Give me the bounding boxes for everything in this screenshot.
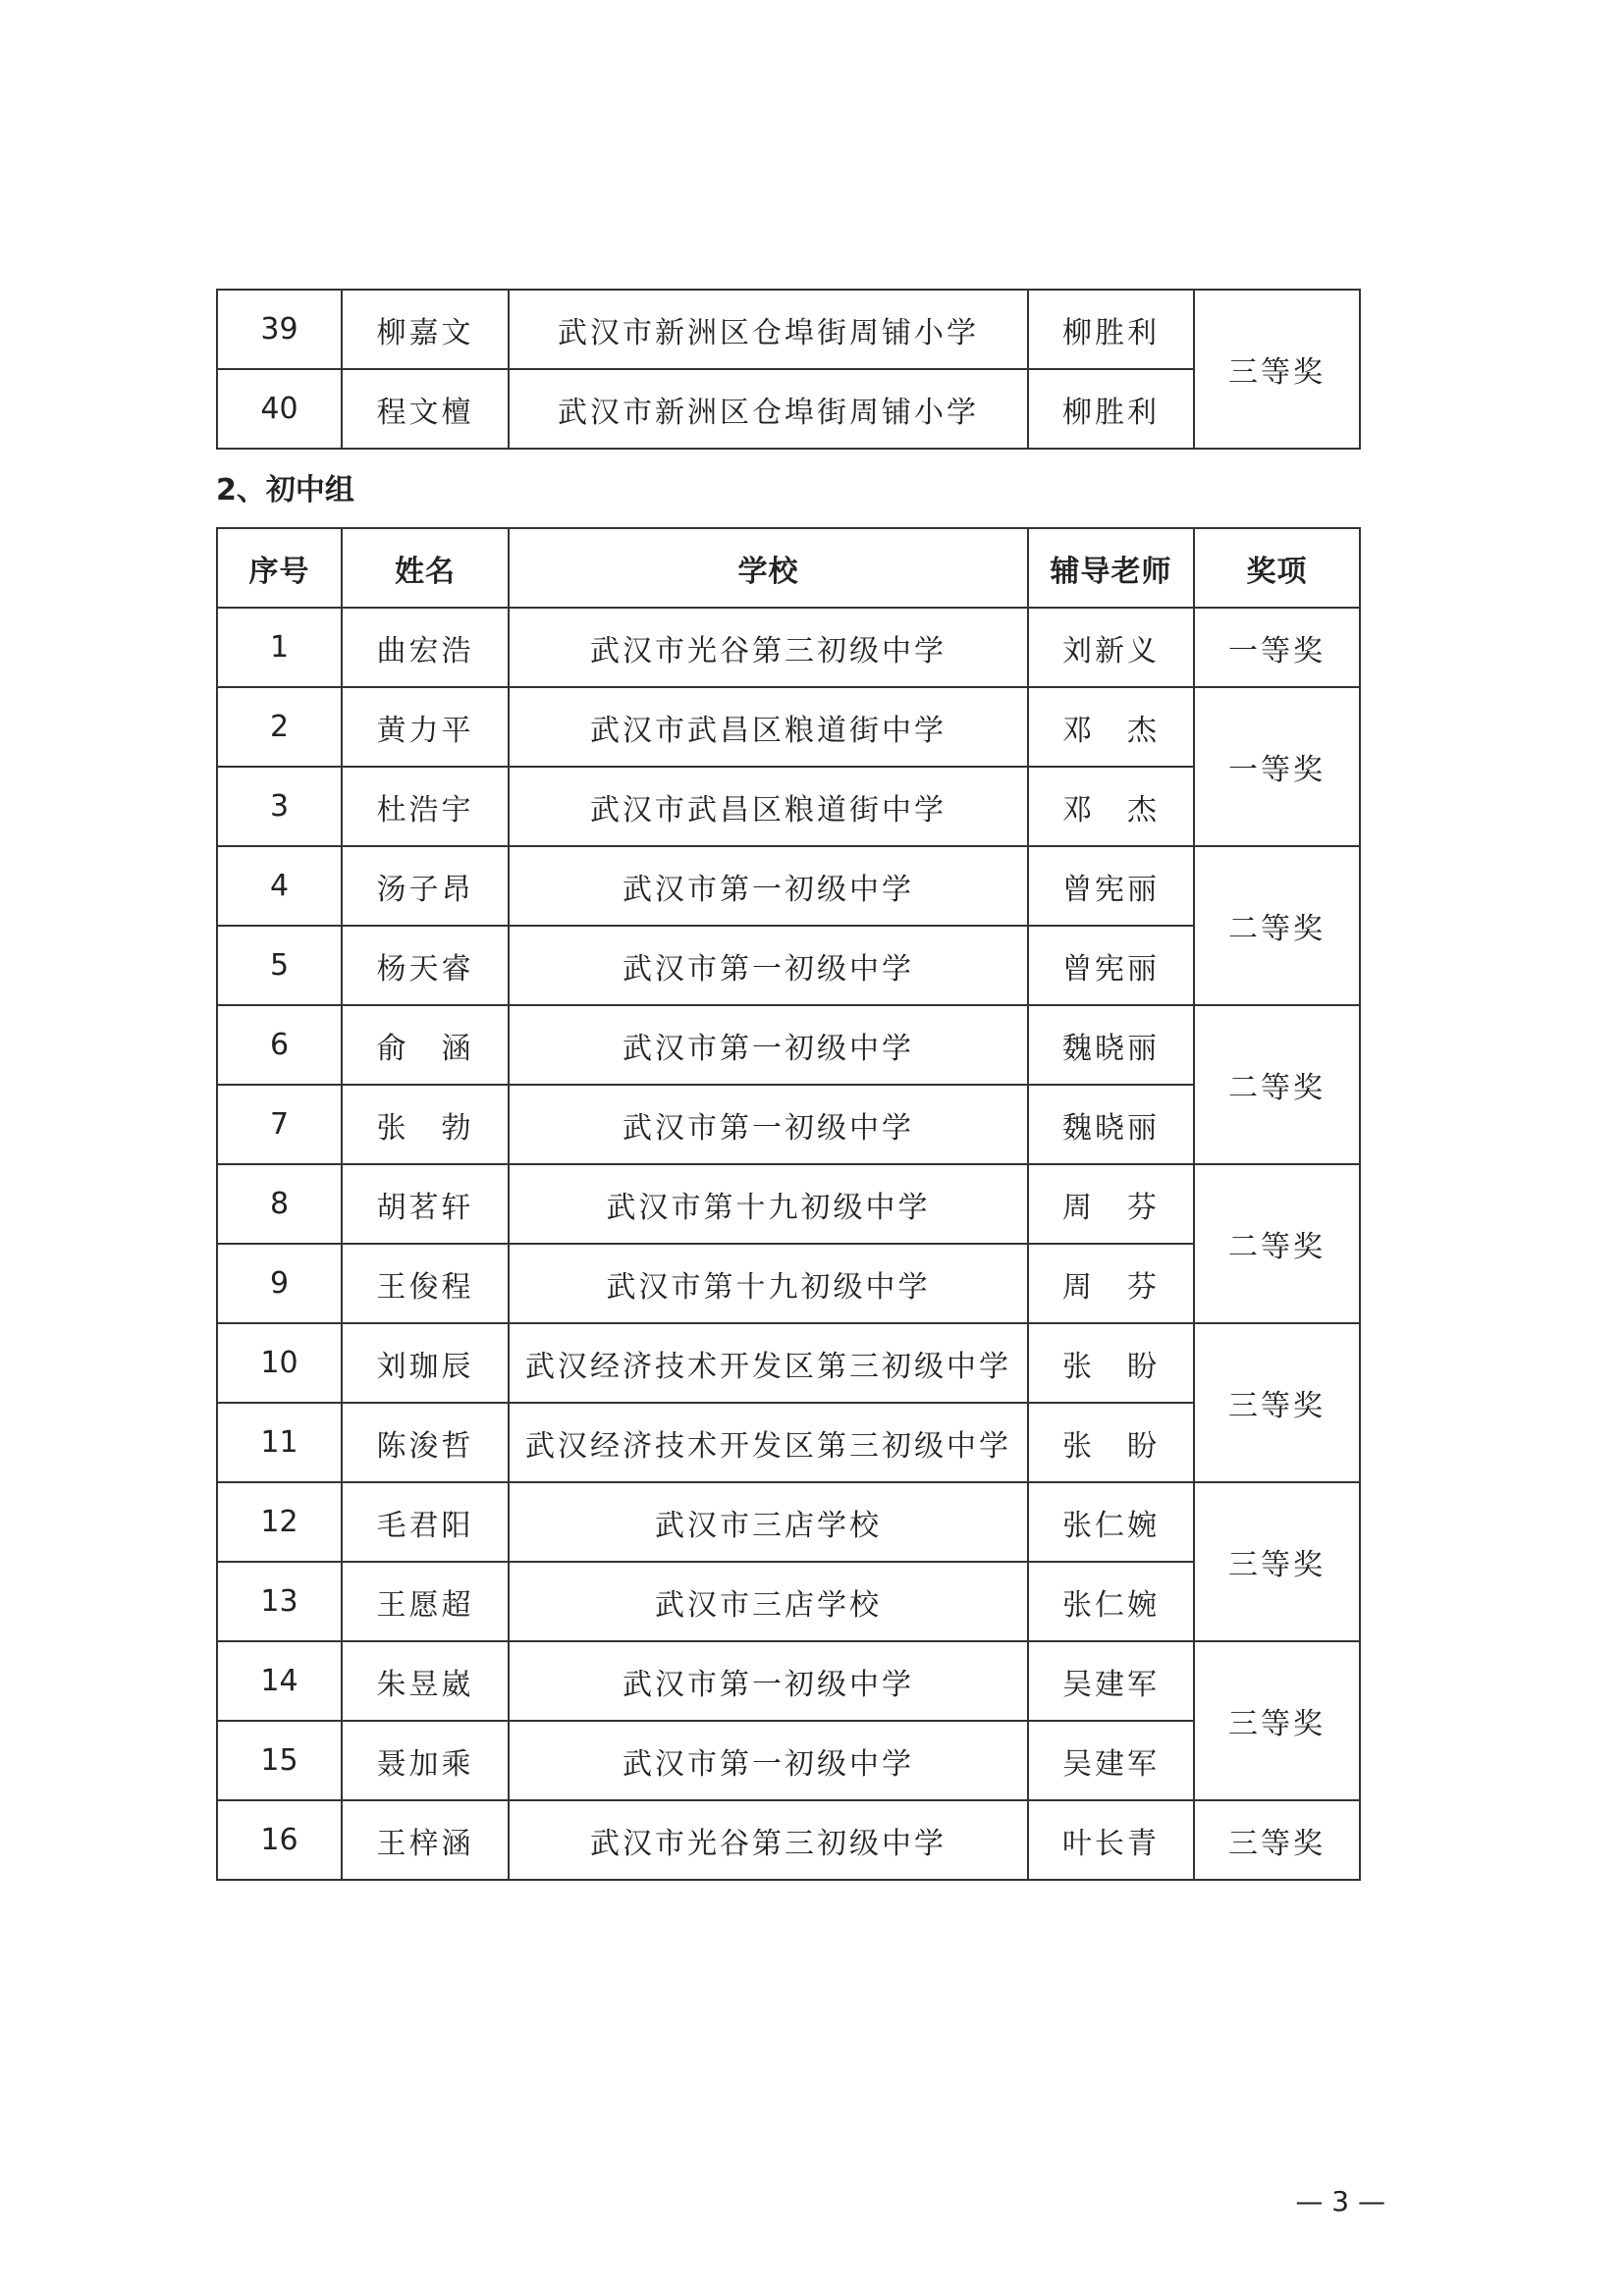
school-name: 武汉市第一初级中学 (509, 1005, 1028, 1085)
teacher-name: 曾宪丽 (1028, 926, 1194, 1005)
teacher-name: 周 芬 (1028, 1164, 1194, 1244)
middle-school-table (216, 527, 1361, 1881)
school-name: 武汉市第一初级中学 (509, 1085, 1028, 1164)
student-name: 王梓涵 (342, 1800, 509, 1880)
table-row (217, 608, 1360, 687)
teacher-name: 周 芬 (1028, 1244, 1194, 1323)
teacher-name: 吴建军 (1028, 1721, 1194, 1800)
header-number: 序号 (217, 528, 342, 608)
page-number: — 3 — (1295, 2185, 1385, 2217)
school-name: 武汉市第一初级中学 (509, 926, 1028, 1005)
student-name: 俞 涵 (342, 1005, 509, 1085)
award-cell: 三等奖 (1194, 1323, 1360, 1482)
student-name: 胡茗轩 (342, 1164, 509, 1244)
teacher-name: 邓 杰 (1028, 767, 1194, 846)
row-number: 15 (217, 1721, 342, 1800)
row-number: 39 (217, 290, 342, 369)
award-cell: 二等奖 (1194, 1005, 1360, 1164)
teacher-name: 柳胜利 (1028, 369, 1194, 449)
school-name: 武汉市武昌区粮道街中学 (509, 767, 1028, 846)
table-row (217, 1085, 1360, 1164)
school-name: 武汉市第十九初级中学 (509, 1244, 1028, 1323)
student-name: 杨天睿 (342, 926, 509, 1005)
student-name: 曲宏浩 (342, 608, 509, 687)
award-cell: 一等奖 (1194, 608, 1360, 687)
header-teacher: 辅导老师 (1028, 528, 1194, 608)
row-number: 8 (217, 1164, 342, 1244)
table-row (217, 1005, 1360, 1085)
student-name: 柳嘉文 (342, 290, 509, 369)
teacher-name: 张 盼 (1028, 1403, 1194, 1482)
table-row (217, 1482, 1360, 1562)
table-row (217, 1641, 1360, 1721)
teacher-name: 魏晓丽 (1028, 1085, 1194, 1164)
teacher-name: 张仁婉 (1028, 1482, 1194, 1562)
header-name: 姓名 (342, 528, 509, 608)
school-name: 武汉市三店学校 (509, 1562, 1028, 1641)
row-number: 4 (217, 846, 342, 926)
row-number: 13 (217, 1562, 342, 1641)
student-name: 汤子昂 (342, 846, 509, 926)
school-name: 武汉市第一初级中学 (509, 846, 1028, 926)
award-cell: 二等奖 (1194, 1164, 1360, 1323)
table-row (217, 1164, 1360, 1244)
school-name: 武汉市第一初级中学 (509, 1721, 1028, 1800)
student-name: 杜浩宇 (342, 767, 509, 846)
table-row (217, 1800, 1360, 1880)
school-name: 武汉经济技术开发区第三初级中学 (509, 1323, 1028, 1403)
table-header-row (217, 528, 1360, 608)
table-row (217, 1323, 1360, 1403)
award-cell: 一等奖 (1194, 687, 1360, 846)
table-row (217, 767, 1360, 846)
school-name: 武汉市第十九初级中学 (509, 1164, 1028, 1244)
row-number: 9 (217, 1244, 342, 1323)
table-row (217, 290, 1360, 369)
row-number: 2 (217, 687, 342, 767)
row-number: 1 (217, 608, 342, 687)
student-name: 陈浚哲 (342, 1403, 509, 1482)
row-number: 16 (217, 1800, 342, 1880)
row-number: 6 (217, 1005, 342, 1085)
table-row (217, 926, 1360, 1005)
teacher-name: 刘新义 (1028, 608, 1194, 687)
teacher-name: 吴建军 (1028, 1641, 1194, 1721)
student-name: 王俊程 (342, 1244, 509, 1323)
award-cell: 二等奖 (1194, 846, 1360, 1005)
teacher-name: 邓 杰 (1028, 687, 1194, 767)
teacher-name: 魏晓丽 (1028, 1005, 1194, 1085)
row-number: 5 (217, 926, 342, 1005)
teacher-name: 叶长青 (1028, 1800, 1194, 1880)
award-cell: 三等奖 (1194, 1800, 1360, 1880)
school-name: 武汉市光谷第三初级中学 (509, 608, 1028, 687)
student-name: 刘珈辰 (342, 1323, 509, 1403)
section-heading-middle-school: 2、初中组 (216, 473, 354, 507)
school-name: 武汉市新洲区仓埠街周铺小学 (509, 290, 1028, 369)
header-school: 学校 (509, 528, 1028, 608)
school-name: 武汉经济技术开发区第三初级中学 (509, 1403, 1028, 1482)
row-number: 3 (217, 767, 342, 846)
row-number: 11 (217, 1403, 342, 1482)
award-cell: 三等奖 (1194, 1641, 1360, 1800)
award-cell: 三等奖 (1194, 1482, 1360, 1641)
student-name: 毛君阳 (342, 1482, 509, 1562)
row-number: 10 (217, 1323, 342, 1403)
table-row (217, 1403, 1360, 1482)
award-cell: 三等奖 (1194, 290, 1360, 449)
row-number: 14 (217, 1641, 342, 1721)
school-name: 武汉市新洲区仓埠街周铺小学 (509, 369, 1028, 449)
teacher-name: 曾宪丽 (1028, 846, 1194, 926)
row-number: 12 (217, 1482, 342, 1562)
teacher-name: 张仁婉 (1028, 1562, 1194, 1641)
teacher-name: 柳胜利 (1028, 290, 1194, 369)
table-row (217, 369, 1360, 449)
student-name: 朱昱崴 (342, 1641, 509, 1721)
table-row (217, 1562, 1360, 1641)
table-row (217, 846, 1360, 926)
student-name: 程文檀 (342, 369, 509, 449)
student-name: 张 勃 (342, 1085, 509, 1164)
table-row (217, 1244, 1360, 1323)
row-number: 7 (217, 1085, 342, 1164)
elementary-table-continued (216, 289, 1361, 450)
student-name: 聂加乘 (342, 1721, 509, 1800)
school-name: 武汉市光谷第三初级中学 (509, 1800, 1028, 1880)
school-name: 武汉市武昌区粮道街中学 (509, 687, 1028, 767)
teacher-name: 张 盼 (1028, 1323, 1194, 1403)
table-row (217, 1721, 1360, 1800)
row-number: 40 (217, 369, 342, 449)
school-name: 武汉市三店学校 (509, 1482, 1028, 1562)
table-row (217, 687, 1360, 767)
school-name: 武汉市第一初级中学 (509, 1641, 1028, 1721)
header-award: 奖项 (1194, 528, 1360, 608)
student-name: 王愿超 (342, 1562, 509, 1641)
student-name: 黄力平 (342, 687, 509, 767)
